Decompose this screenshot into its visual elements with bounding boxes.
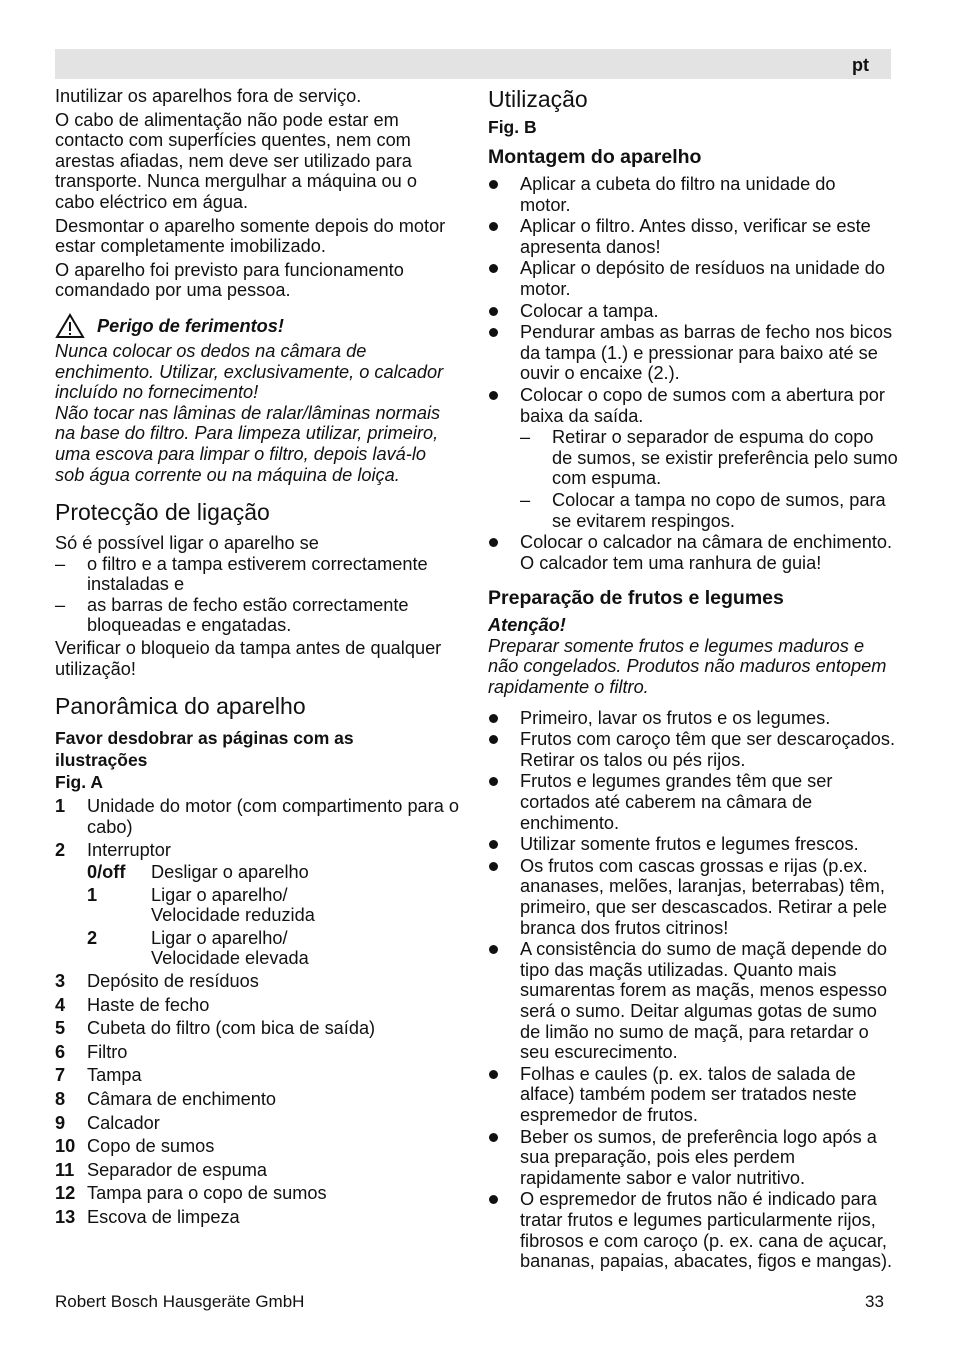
page-number: 33 [865,1292,884,1311]
section-heading: Utilização [488,86,588,112]
section-heading: Panorâmica do aparelho [55,693,306,720]
footer-company: Robert Bosch Hausgeräte GmbH [55,1292,305,1311]
subsection-heading: Montagem do aparelho [488,146,702,168]
list-item: Aplicar o filtro. Antes disso, verificar se este apresenta danos! [488,216,898,257]
list-item: Aplicar o depósito de resíduos na unidade do motor. [488,258,898,299]
parts-item: 12 Tampa para o copo de sumos [55,1183,327,1204]
header-bar [55,49,891,79]
list-item: Frutos com caroço têm que ser descaroçados. Retirar os talos ou pés rijos. [488,729,898,770]
list-item: – o filtro e a tampa estiverem correctamente instaladas e [55,553,428,595]
list-item: Colocar o copo de sumos com a abertura por baixa da saída. [488,385,898,426]
parts-item: 4 Haste de fecho [55,994,210,1015]
subsection-heading: Preparação de frutos e legumes [488,587,784,610]
list-item: Colocar a tampa. [488,301,898,322]
warning-title: Perigo de ferimentos! [97,315,284,336]
sub-list-item: – Retirar o separador de espuma do copo de sumos, se existir preferência pelo sumo com espuma. [520,427,898,489]
warning-text: Não tocar nas lâminas de ralar/lâminas normais na base do filtro. Para limpeza utilizar, primeiro, uma escova para limpar o filtro, depois lavá-lo sob água corrente ou na máquina de loiça. [55,402,441,485]
left-column [55,86,460,1231]
language-label: pt [852,55,869,75]
parts-item: 9 Calcador [55,1112,160,1133]
list-item: Frutos e legumes grandes têm que ser cortados até caberem na câmara de enchimento. [488,771,898,833]
list-item: Colocar o calcador na câmara de enchimento. O calcador tem uma ranhura de guia! [488,532,898,573]
attention-text: Preparar somente frutos e legumes maduros e não congelados. Produtos não maduros entopem rapidamente o filtro. [488,635,887,698]
parts-item: 13 Escova de limpeza [55,1206,240,1227]
list-item: Os frutos com cascas grossas e rijas (p.ex. ananases, melões, laranjas, beterrabas) têm, primeiro, que ser descascados. Retirar a pele branca dos frutos citrinos! [488,856,898,938]
paragraph: O aparelho foi previsto para funcionamento comandado por uma pessoa. [55,259,404,301]
parts-item: 11 Separador de espuma [55,1159,267,1180]
parts-item: 1 Unidade do motor (com compartimento para o cabo) [55,796,460,837]
section-heading: Protecção de ligação [55,499,270,526]
parts-item: 6 Filtro [55,1041,128,1062]
figure-ref: Fig. A [55,772,103,793]
paragraph: Só é possível ligar o aparelho se [55,533,319,554]
warning-triangle-icon [55,313,85,339]
parts-item: 3 Depósito de resíduos [55,971,259,991]
list-item: O espremedor de frutos não é indicado para tratar frutos e legumes particularmente rijos, fibrosos e com caroço (p. ex. cana de açucar, bananas, papaias, abacates, figos e mangas). [488,1189,898,1271]
parts-item: 7 Tampa [55,1065,142,1086]
switch-item: 0/off Desligar o aparelho [87,862,309,883]
figure-ref: Fig. B [488,117,537,137]
paragraph: O cabo de alimentação não pode estar em contacto com superfícies quentes, nem com arestas afiadas, nem deve ser utilizado para transporte. Nunca mergulhar a máquina ou o cabo eléctrico em água. [55,109,417,212]
list-item: Folhas e caules (p. ex. talos de salada de alface) também podem ser tratados neste espremedor de frutos. [488,1064,898,1126]
list-item: Pendurar ambas as barras de fecho nos bicos da tampa (1.) e pressionar para baixo até se ouvir o encaixe (2.). [488,322,898,384]
warning-text: Nunca colocar os dedos na câmara de enchimento. Utilizar, exclusivamente, o calcador incluído no fornecimento! [55,340,444,403]
switch-item: 2 Ligar o aparelho/ Velocidade elevada [87,927,309,969]
paragraph: Inutilizar os aparelhos fora de serviço. [55,86,362,106]
attention-label: Atenção! [488,615,566,636]
list-item: A consistência do sumo de maçã depende do tipo das maçãs utilizadas. Quanto mais sumarentas forem as maçãs, menos espesso será o sumo. Deitar algumas gotas de sumo de limão no sumo de maçã, para retardar o seu escurecimento. [488,939,898,1063]
paragraph: Verificar o bloqueio da tampa antes de qualquer utilização! [55,638,442,679]
list-item: Primeiro, lavar os frutos e os legumes. [488,708,898,729]
parts-item: 5 Cubeta do filtro (com bica de saída) [55,1018,376,1039]
list-item: Beber os sumos, de preferência logo após a sua preparação, pois eles perdem rapidamente sabor e valor nutritivo. [488,1127,898,1189]
paragraph: Desmontar o aparelho somente depois do motor estar completamente imobilizado. [55,215,446,257]
list-item: Aplicar a cubeta do filtro na unidade do motor. [488,174,898,215]
parts-item: 2 Interruptor [55,840,171,861]
switch-item: 1 Ligar o aparelho/ Velocidade reduzida [87,884,315,926]
fold-note: Favor desdobrar as páginas com as ilustrações [55,728,354,771]
list-item: Utilizar somente frutos e legumes frescos. [488,834,898,855]
warning-heading [55,313,460,339]
parts-item: 8 Câmara de enchimento [55,1088,277,1109]
list-item: – as barras de fecho estão correctamente bloqueadas e engatadas. [55,594,409,636]
parts-item: 10 Copo de sumos [55,1136,215,1157]
right-column [488,86,898,1273]
sub-list-item: – Colocar a tampa no copo de sumos, para se evitarem respingos. [520,489,886,531]
